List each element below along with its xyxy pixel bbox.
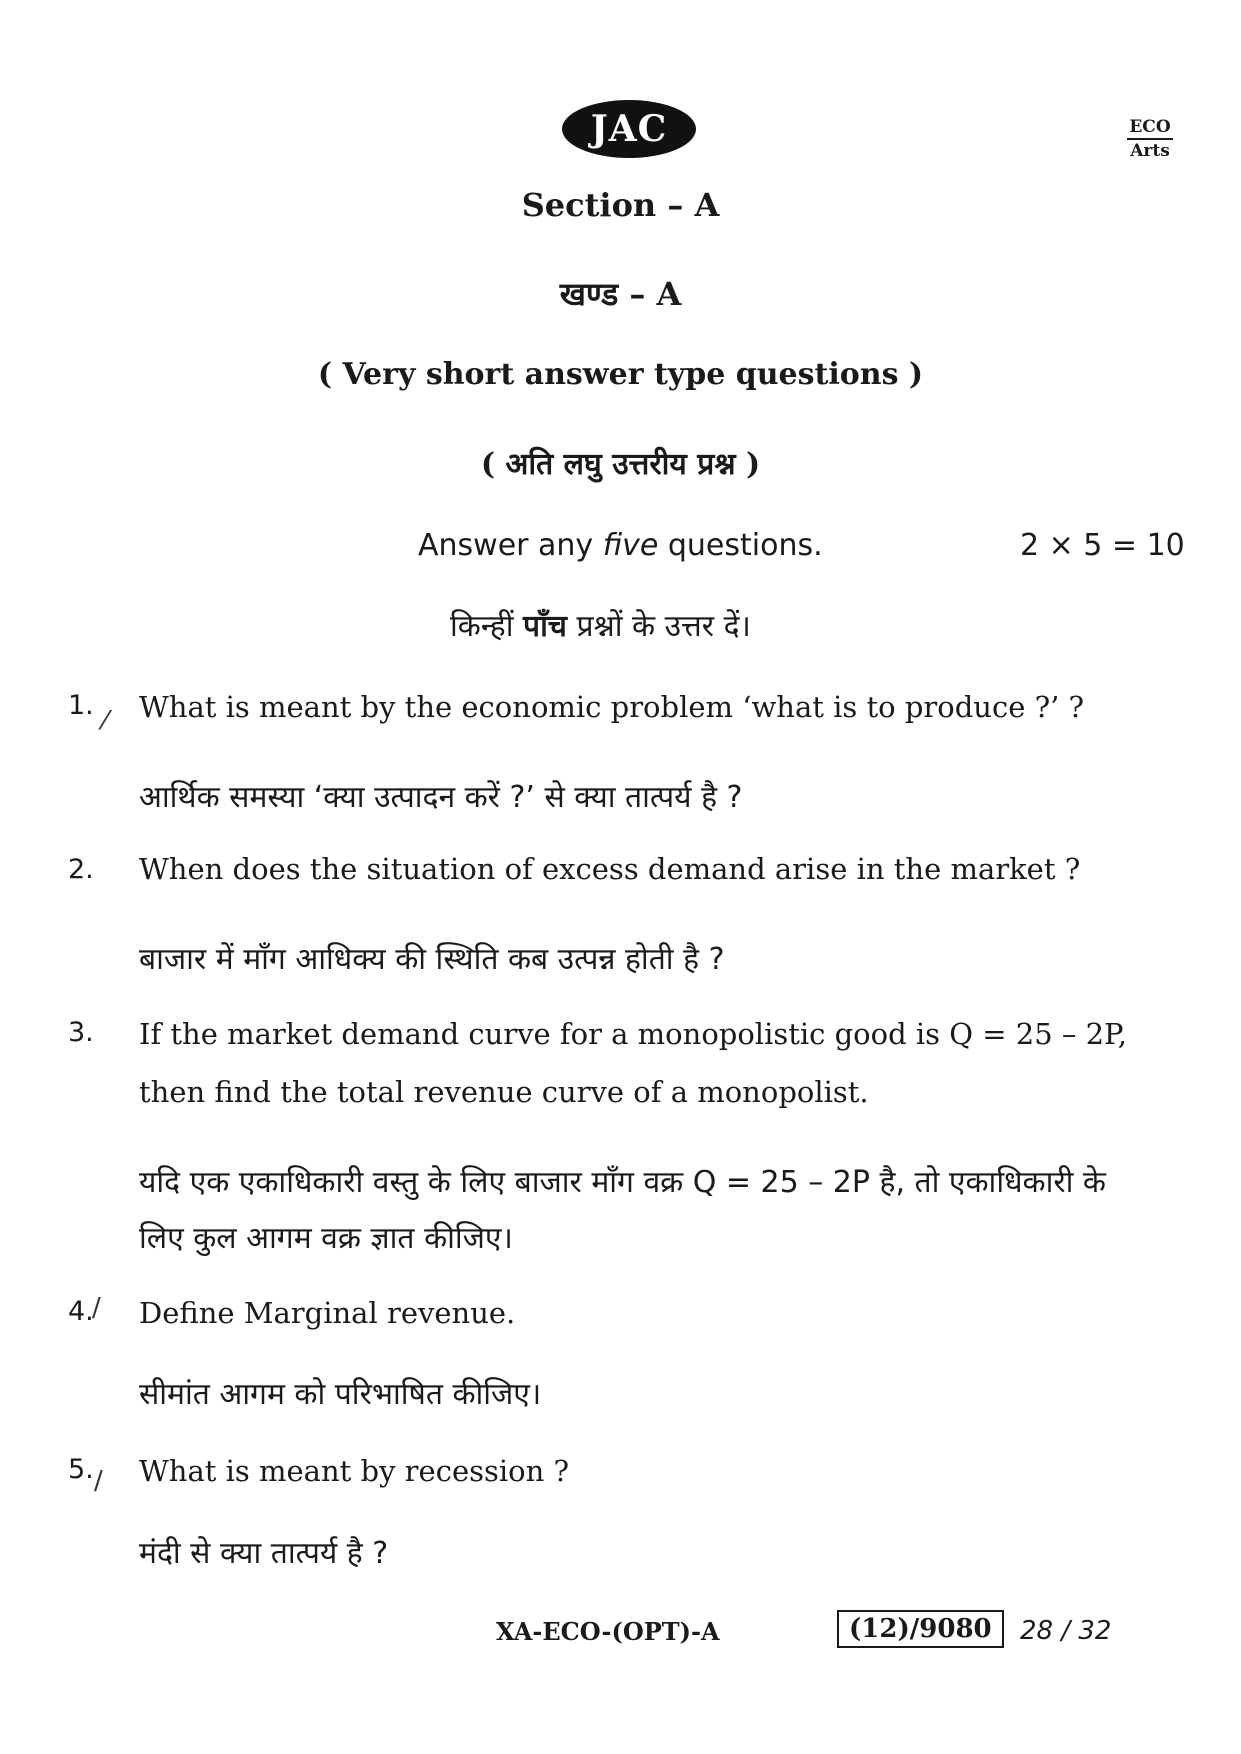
instruction-en xyxy=(418,528,823,563)
instruction-hi xyxy=(450,604,751,645)
question-4-hi: सीमांत आगम को परिभाषित कीजिए। xyxy=(139,1377,542,1412)
paper-code: XA-ECO-(OPT)-A xyxy=(496,1617,720,1646)
jac-logo-text: JAC xyxy=(590,108,668,150)
subject-stream: Arts xyxy=(1130,141,1170,161)
subject-tag xyxy=(1120,116,1180,162)
question-2-en: When does the situation of excess demand arise in the market ? xyxy=(139,852,1081,886)
question-2-hi: बाजार में माँग आधिक्य की स्थिति कब उत्पन्न होती है ? xyxy=(139,942,725,977)
question-3-hi-line1: यदि एक एकाधिकारी वस्तु के लिए बाजार माँग वक्र Q = 25 – 2P है, तो एकाधिकारी के xyxy=(139,1165,1106,1200)
question-3-en-line1: If the market demand curve for a monopolistic good is Q = 25 – 2P, xyxy=(139,1017,1127,1051)
paper-serial-box: (12)/9080 xyxy=(837,1610,1004,1648)
question-3-en-line2: then find the total revenue curve of a monopolist. xyxy=(139,1075,869,1109)
instruction-en-post: questions. xyxy=(658,528,823,563)
question-1-en: What is meant by the economic problem ‘what is to produce ?’ ? xyxy=(139,690,1085,724)
instruction-hi-bold: पाँच xyxy=(523,609,567,644)
question-type-en: ( Very short answer type questions ) xyxy=(317,357,924,392)
handwritten-slash-q4: / xyxy=(92,1293,101,1323)
subject-code: ECO xyxy=(1127,116,1172,140)
question-3-number: 3. xyxy=(68,1017,94,1048)
instruction-en-pre: Answer any xyxy=(418,528,603,563)
instruction-hi-pre: किन्हीं xyxy=(450,609,524,644)
question-4-number: 4. xyxy=(68,1296,94,1327)
jac-logo xyxy=(562,100,696,158)
question-5-en: What is meant by recession ? xyxy=(139,1454,570,1488)
handwritten-slash-q5: / xyxy=(94,1466,103,1496)
question-2-number: 2. xyxy=(68,854,94,885)
question-3-hi-line2: लिए कुल आगम वक्र ज्ञात कीजिए। xyxy=(139,1221,513,1256)
question-4-en: Define Marginal revenue. xyxy=(139,1296,516,1330)
question-1-number: 1. xyxy=(68,690,94,721)
question-1-hi: आर्थिक समस्या ‘क्या उत्पादन करें ?’ से क्या तात्पर्य है ? xyxy=(139,780,743,815)
marks-distribution: 2 × 5 = 10 xyxy=(1020,528,1185,563)
section-title-en: Section – A xyxy=(521,186,720,224)
question-5-number: 5. xyxy=(68,1454,94,1485)
instruction-en-emphasis: five xyxy=(602,528,659,563)
question-5-hi: मंदी से क्या तात्पर्य है ? xyxy=(139,1536,389,1571)
section-title-hi: खण्ड – A xyxy=(559,275,682,313)
handwritten-tick-q1: ⁄ xyxy=(103,706,108,736)
page-number: 28 / 32 xyxy=(1020,1616,1112,1646)
instruction-hi-post: प्रश्नों के उत्तर दें। xyxy=(566,609,751,644)
question-type-hi: ( अति लघु उत्तरीय प्रश्न ) xyxy=(480,447,761,482)
